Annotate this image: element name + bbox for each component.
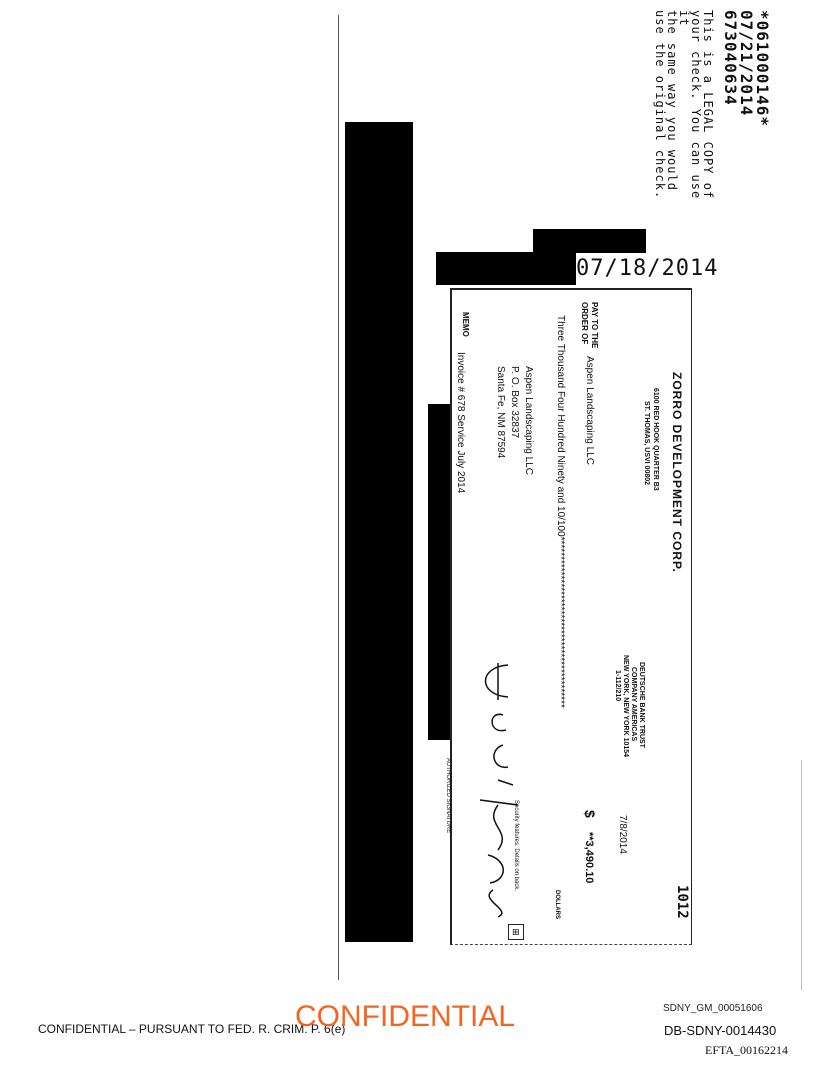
confidential-footer-text: CONFIDENTIAL – PURSUANT TO FED. R. CRIM. P. 6(e) bbox=[38, 1022, 346, 1036]
stamp-date: 07/21/2014 bbox=[737, 10, 756, 117]
payee-address-line: Aspen Landscaping LLC bbox=[523, 366, 534, 475]
stamp-note-line: use the original check. bbox=[653, 10, 667, 200]
amount-in-words: Three Thousand Four Hundred Ninety and 10/100******************************************** bbox=[555, 315, 566, 708]
memo-label: MEMO bbox=[461, 312, 470, 337]
handwritten-signature bbox=[468, 655, 528, 925]
bates-number-gm: SDNY_GM_00051606 bbox=[663, 1003, 763, 1014]
payee-address-line: P. O. Box 32837 bbox=[509, 366, 520, 439]
bank-name-line: COMPANY AMERICAS bbox=[630, 667, 637, 742]
authorized-signature-label: AUTHORIZED SIGNATURE bbox=[445, 758, 451, 834]
redaction-block bbox=[533, 229, 646, 253]
security-features-note: Security features. Details on back. bbox=[513, 800, 519, 892]
efta-number: EFTA_00162214 bbox=[705, 1043, 789, 1057]
redaction-block bbox=[345, 122, 413, 942]
check-number: 1012 bbox=[674, 885, 690, 919]
company-address-line: 6100 RED HOOK QUARTER B3 bbox=[652, 388, 659, 491]
scan-edge-line bbox=[801, 760, 802, 990]
redaction-block bbox=[428, 404, 450, 740]
check-date: 7/8/2014 bbox=[617, 815, 628, 854]
stamp-id: *061000146* bbox=[753, 10, 772, 127]
stamp-note-line: the same way you would bbox=[665, 10, 679, 191]
bates-number-db: DB-SDNY-0014430 bbox=[664, 1023, 777, 1038]
confidential-watermark: CONFIDENTIAL bbox=[295, 1000, 516, 1033]
stamp-note-line: This is a LEGAL COPY of bbox=[701, 10, 715, 200]
scan-border-line bbox=[338, 15, 339, 980]
security-padlock-icon: ⊞ bbox=[508, 924, 524, 940]
company-name: ZORRO DEVELOPMENT CORP. bbox=[670, 372, 684, 573]
bank-address-line: NEW YORK, NEW YORK 10154 bbox=[622, 655, 629, 758]
check-amount: **3,490.10 bbox=[583, 832, 595, 884]
bank-routing-line: 1-112/210 bbox=[614, 670, 621, 702]
payee-name: Aspen Landscaping LLC bbox=[584, 356, 595, 465]
legal-copy-stamp bbox=[560, 10, 770, 220]
payee-address-line: Santa Fe, NM 87594 bbox=[495, 366, 506, 459]
memo-text: Invoice # 678 Service July 2014 bbox=[455, 352, 466, 494]
stamp-note-line: your check. You can use it bbox=[677, 10, 703, 200]
order-of-label: ORDER OF bbox=[580, 302, 589, 345]
bank-name-line: DEUTSCHE BANK TRUST bbox=[638, 662, 645, 748]
company-address-line: ST. THOMAS, USVI 00802 bbox=[643, 401, 650, 486]
dollars-label: DOLLARS bbox=[554, 890, 560, 919]
stamp-number: 673040634 bbox=[721, 10, 740, 106]
check-date-stamp: 07/18/2014 bbox=[576, 256, 719, 281]
redaction-block bbox=[436, 252, 576, 285]
dollar-sign: $ bbox=[582, 810, 598, 818]
pay-to-label: PAY TO THE bbox=[590, 302, 599, 349]
